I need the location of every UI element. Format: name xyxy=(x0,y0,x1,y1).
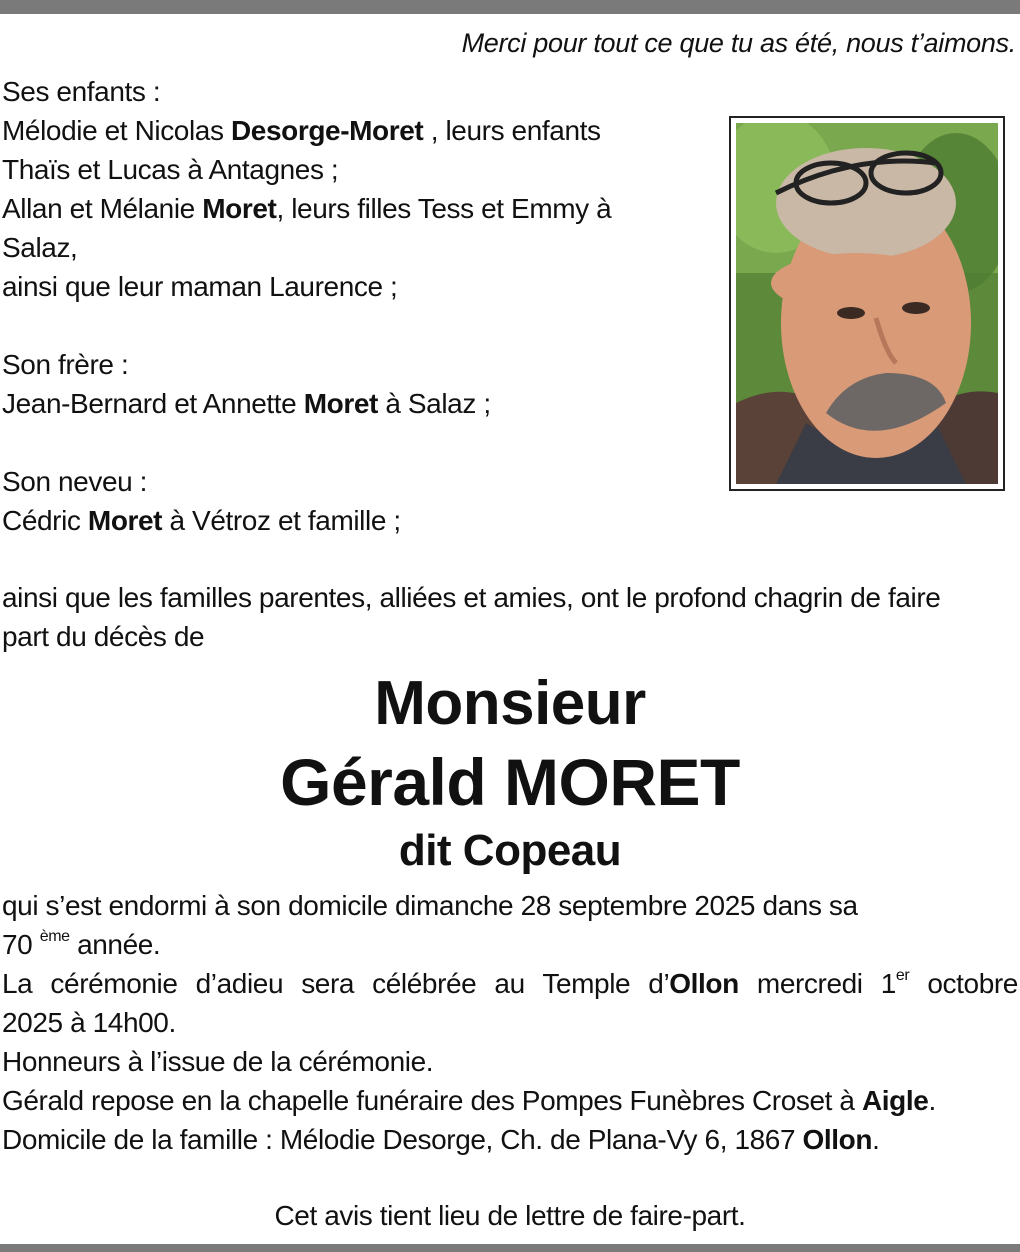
nephew-heading: Son neveu : xyxy=(2,466,148,497)
honors-line: Honneurs à l’issue de la cérémonie. xyxy=(2,1046,434,1077)
honorific: Monsieur xyxy=(374,669,646,738)
epigraph: Merci pour tout ce que tu as été, nous t’aimons. xyxy=(461,28,1016,58)
place: Aigle xyxy=(861,1085,929,1116)
blank-line xyxy=(2,306,722,345)
child2-line3: ainsi que leur maman Laurence ; xyxy=(2,271,398,302)
place: Ollon xyxy=(669,968,739,999)
announcement-line1: ainsi que les familles parentes, alliées et amies, ont le profond chagrin de faire xyxy=(2,582,941,613)
brother-line: Jean-Bernard et Annette Moret à Salaz ; xyxy=(2,388,491,419)
announcement xyxy=(2,578,1020,656)
ceremony-line2: 2025 à 14h00. xyxy=(2,1007,176,1038)
footer-note: Cet avis tient lieu de lettre de faire-part. xyxy=(274,1200,746,1231)
brother-heading: Son frère : xyxy=(2,349,129,380)
place: Ollon xyxy=(802,1124,873,1155)
ceremony-line: La cérémonie d’adieu sera célébrée au Temple d’Ollon mercredi 1er octobre xyxy=(2,967,1018,999)
surname: Moret xyxy=(87,505,163,536)
nephew-line: Cédric Moret à Vétroz et famille ; xyxy=(2,505,401,536)
family-list xyxy=(2,72,722,540)
deceased-name: Gérald MORET xyxy=(280,745,740,819)
surname: Desorge-Moret xyxy=(230,115,424,146)
child2-line: Allan et Mélanie Moret, leurs filles Tess et Emmy à xyxy=(2,193,612,224)
child1-line2: Thaïs et Lucas à Antagnes ; xyxy=(2,154,339,185)
announcement-line2: part du décès de xyxy=(2,621,205,652)
children-heading: Ses enfants : xyxy=(2,76,161,107)
rest-line: Gérald repose en la chapelle funéraire des Pompes Funèbres Croset à Aigle. xyxy=(2,1085,936,1116)
death-line2: 70 $^{ème}$ année. xyxy=(2,928,161,960)
nickname: dit Copeau xyxy=(398,826,622,875)
child2-line2: Salaz, xyxy=(2,232,78,263)
portrait-photo xyxy=(729,116,1005,491)
home-line: Domicile de la famille : Mélodie Desorge, Ch. de Plana-Vy 6, 1867 Ollon. xyxy=(2,1124,880,1155)
surname: Moret xyxy=(202,193,277,224)
details xyxy=(2,886,1020,1159)
surname: Moret xyxy=(303,388,378,419)
blank-line xyxy=(2,423,722,462)
portrait-image xyxy=(736,123,998,484)
child1-line: Mélodie et Nicolas Desorge-Moret , leurs enfants xyxy=(2,115,601,146)
top-border xyxy=(0,0,1020,14)
bottom-border xyxy=(0,1244,1020,1252)
death-line1: qui s’est endormi à son domicile dimanche 28 septembre 2025 dans sa xyxy=(2,890,858,921)
